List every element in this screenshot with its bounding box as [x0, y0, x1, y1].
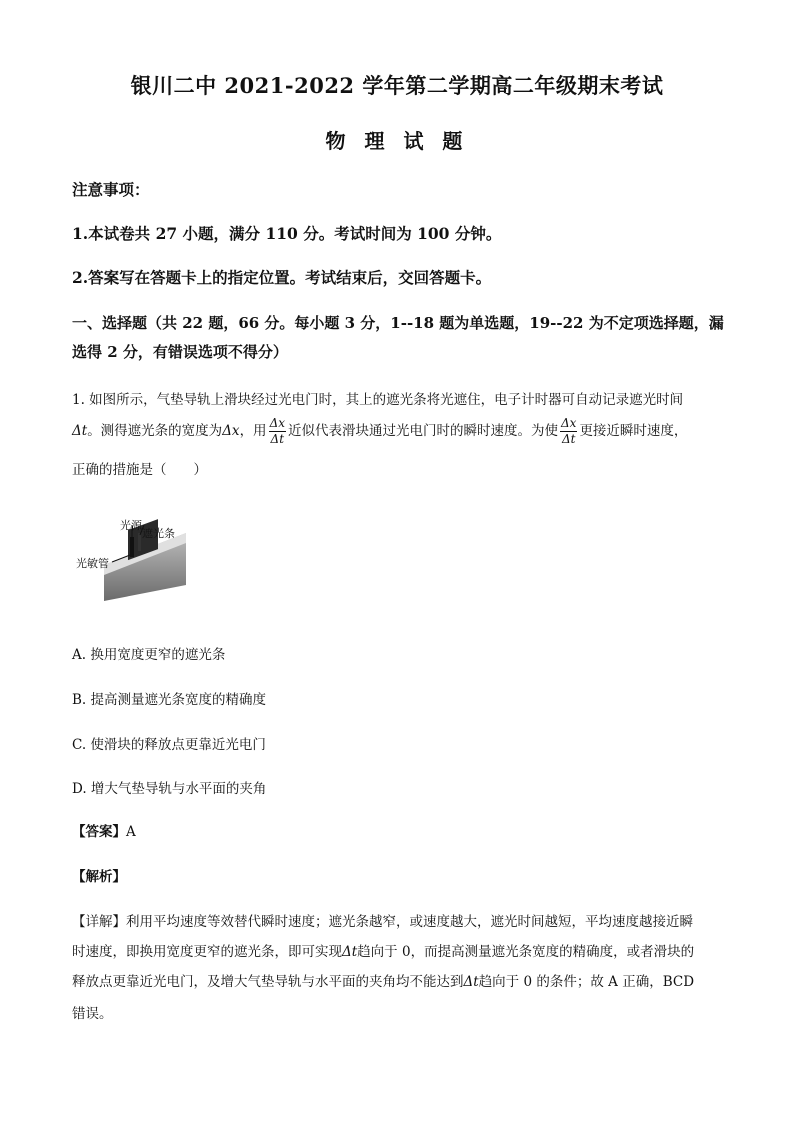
question-1-line-1: 1. 如图所示，气垫导轨上滑块经过光电门时，其上的遮光条将光遮住，电子计时器可自动记录遮光时间	[72, 392, 684, 408]
q1-text-b: 。测得遮光条的宽度为	[87, 423, 223, 439]
section-heading-line-2: 选得 2 分，有错误选项不得分）	[72, 343, 288, 361]
analysis-line	[72, 865, 126, 885]
notes-item-2: 2.答案写在答题卡上的指定位置。考试结束后，交回答题卡。	[72, 268, 492, 287]
question-1-line-2	[72, 416, 687, 447]
answer-line	[72, 820, 136, 840]
fraction-1-numerator: Δx	[269, 416, 285, 430]
detail-text-3a: 释放点更靠近光电门，及增大气垫导轨与水平面的夹角均不能达到	[72, 974, 464, 990]
delta-x-symbol: Δx	[222, 423, 240, 439]
air-track-figure	[76, 515, 186, 603]
detail-line-4: 错误。	[72, 1006, 113, 1022]
q1-text-f: 更接近瞬时速度，	[579, 423, 688, 439]
option-c: C. 使滑块的释放点更靠近光电门	[72, 737, 266, 753]
detail-delta-t-2: Δt	[463, 974, 479, 990]
detail-text-2c: 趋向于 0，而提高测量遮光条宽度的精确度，或者滑块的	[357, 944, 695, 960]
detail-line-1: 【详解】利用平均速度等效替代瞬时速度；遮光条越窄，或速度越大，遮光时间越短，平均速度越接近瞬	[72, 914, 693, 930]
label-light-source: 光源	[120, 519, 142, 532]
answer-label: 【答案】	[72, 824, 126, 840]
detail-text-3c: 趋向于 0 的条件；故 A 正确，BCD	[478, 974, 695, 990]
detail-delta-t-1: Δt	[342, 944, 358, 960]
fraction-2	[560, 416, 577, 447]
answer-value: A	[126, 824, 136, 840]
question-1-line-3: 正确的措施是（ ）	[72, 462, 207, 478]
q1-text-e: 近似代表滑块通过光电门时的瞬时速度。为使	[288, 423, 558, 439]
label-photo-tube: 光敏管	[76, 557, 109, 570]
exam-subtitle: 物 理 试 题	[325, 129, 469, 153]
label-shading-strip: 遮光条	[142, 527, 175, 540]
option-b: B. 提高测量遮光条宽度的精确度	[72, 692, 267, 708]
detail-line-3	[72, 970, 694, 990]
notes-heading: 注意事项：	[72, 180, 150, 199]
fraction-2-denominator: Δt	[561, 432, 576, 446]
q1-text-d: ，用	[239, 423, 267, 439]
section-heading-line-1: 一、选择题（共 22 题，66 分。每小题 3 分，1--18 题为单选题，19--22 为不定项选择题，漏	[72, 314, 724, 332]
fraction-1-denominator: Δt	[270, 432, 285, 446]
fraction-1	[269, 416, 286, 447]
notes-item-1: 1.本试卷共 27 小题，满分 110 分。考试时间为 100 分钟。	[72, 224, 502, 243]
fraction-2-numerator: Δx	[561, 416, 577, 430]
exam-title: 银川二中 2021-2022 学年第二学期高二年级期末考试	[130, 73, 664, 98]
option-a: A. 换用宽度更窄的遮光条	[72, 647, 226, 663]
option-d: D. 增大气垫导轨与水平面的夹角	[72, 781, 267, 797]
analysis-label: 【解析】	[72, 869, 126, 885]
detail-line-2	[72, 940, 694, 960]
delta-t-symbol: Δt	[72, 423, 88, 439]
detail-text-2a: 时速度，即换用宽度更窄的遮光条，即可实现	[72, 944, 342, 960]
